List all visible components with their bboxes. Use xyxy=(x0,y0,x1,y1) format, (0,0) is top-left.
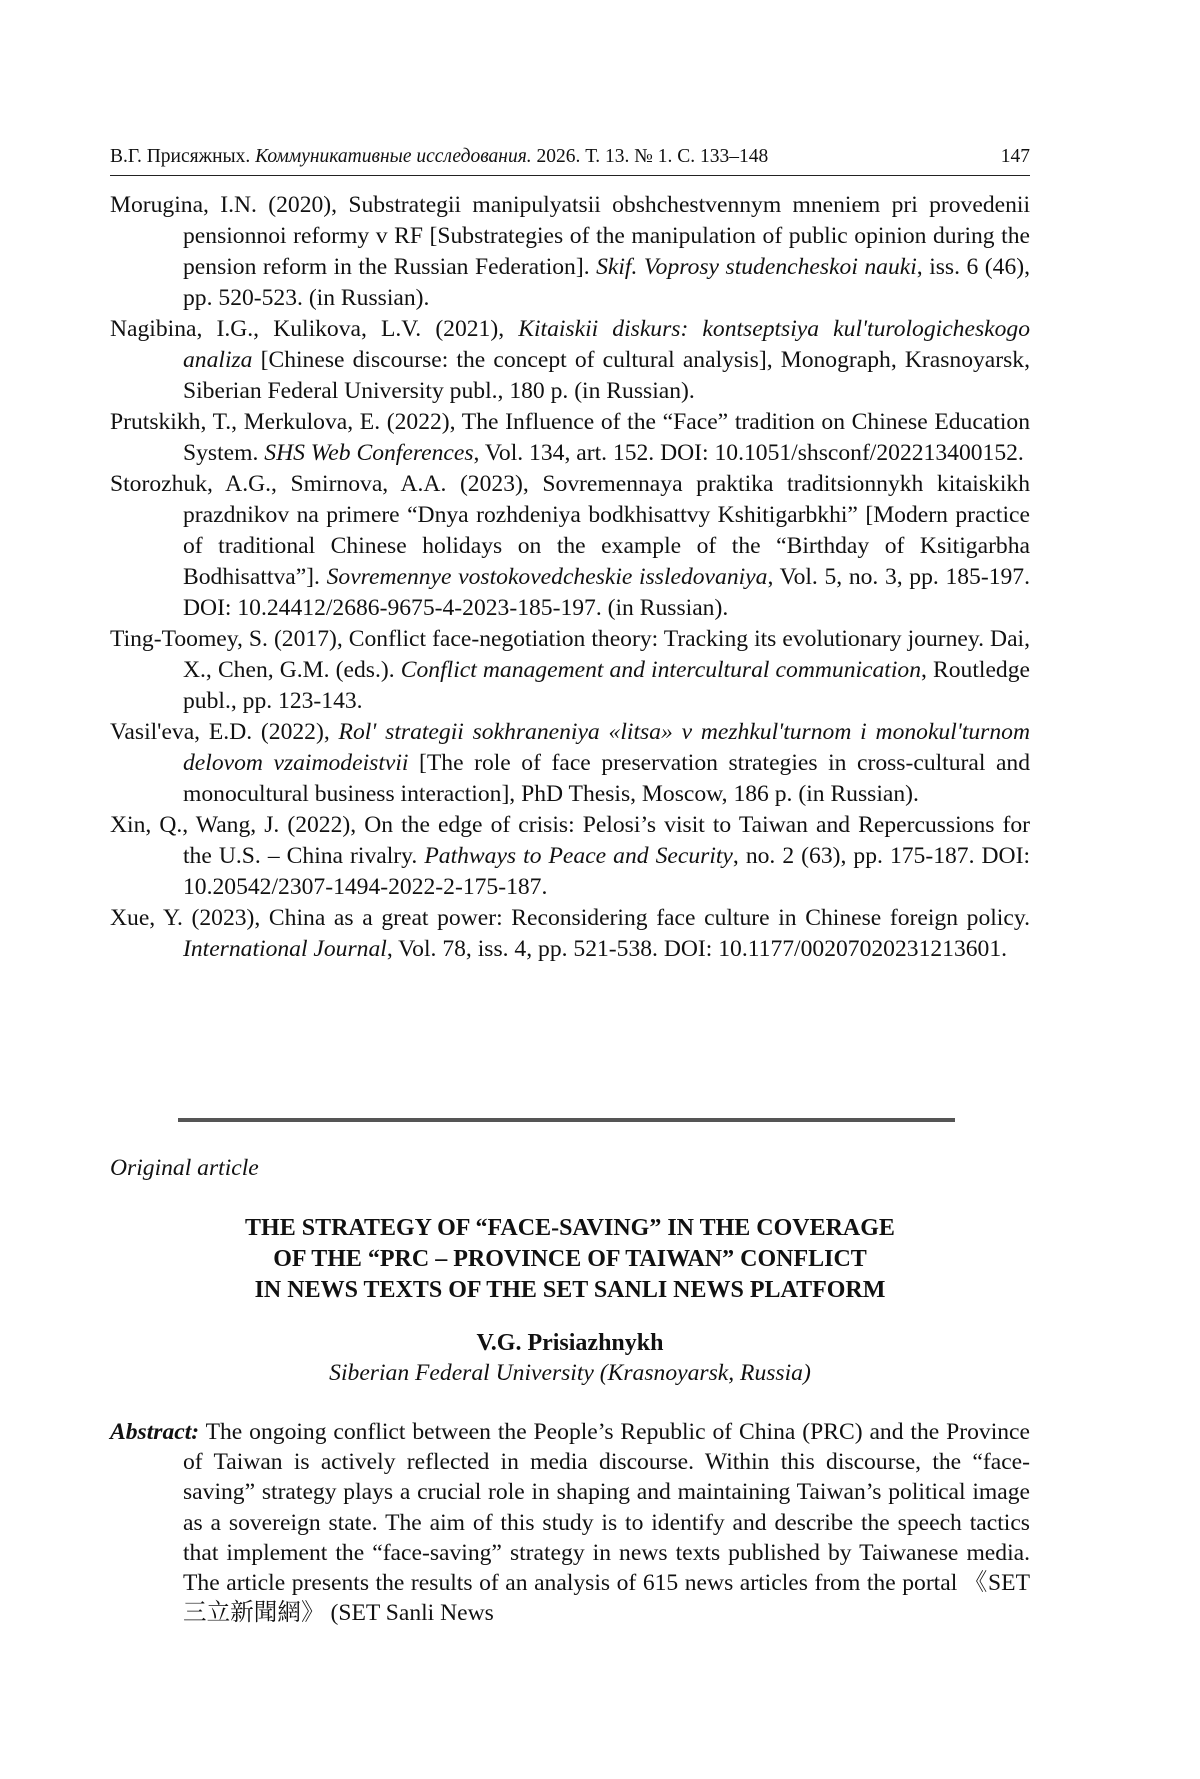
reference-item: Vasil'eva, E.D. (2022), Rol' strategii sokhraneniya «litsa» v mezhkul'turnom i monokul'turnom delovom vzaimodeistvii [The role of face preservation strategies in cross-cultural and monocultural business interaction], PhD Thesis, Moscow, 186 p. (in Russian). xyxy=(110,719,1031,807)
reference-item: Prutskikh, T., Merkulova, E. (2022), The Influence of the “Face” tradition on Chinese Education System. SHS Web Conferences, Vol. 134, art. 152. DOI: 10.1051/shsconf/202213400152. xyxy=(110,409,1030,466)
article-title-line: THE STRATEGY OF “FACE-SAVING” IN THE COVERAGE xyxy=(245,1215,895,1241)
header-author: В.Г. Присяжных. xyxy=(110,146,251,167)
reference-item: Xin, Q., Wang, J. (2022), On the edge of crisis: Pelosi’s visit to Taiwan and Repercussions for the U.S. – China rivalry. Pathways to Peace and Security, no. 2 (63), pp. 175-187. DOI: 10.20542/2307-1494-2022-2-175-187. xyxy=(110,812,1031,900)
page-header xyxy=(110,143,1030,176)
abstract-text: The ongoing conflict between the People’s Republic of China (PRC) and the Province of Taiwan is actively reflected in media discourse. Within this discourse, the “face-saving” strategy plays a crucial role in shaping and maintaining Taiwan’s political image as a sovereign state. The aim of this study is to identify and describe the speech tactics that implement the “face-saving” strategy in news texts published by Taiwanese media. The article presents the results of an analysis of 615 news articles from the portal 《SET三立新聞網》 (SET Sanli News xyxy=(183,1419,1030,1627)
header-journal: Коммуникативные исследования. xyxy=(255,146,532,167)
reference-item: Storozhuk, A.G., Smirnova, A.A. (2023), Sovremennaya praktika traditsionnykh kitaiskikh prazdnikov na primere “Dnya rozhdeniya bodkhisattvy Kshitigarbkhi” [Modern practice of traditional Chinese holidays on the example of the “Birthday of Ksitigarbha Bodhisattva”]. Sovremennye vostokovedcheskie issledovaniya, Vol. 5, no. 3, pp. 185-197. DOI: 10.24412/2686-9675-4-2023-185-197. (in Russian). xyxy=(110,471,1030,621)
reference-item: Morugina, I.N. (2020), Substrategii manipulyatsii obshchestvennym mneniem pri provedenii pensionnoi reformy v RF [Substrategies of the manipulation of public opinion during the pension reform in the Russian Federation]. Skif. Voprosy studencheskoi nauki, iss. 6 (46), pp. 520-523. (in Russian). xyxy=(110,192,1030,311)
running-head xyxy=(110,143,768,171)
article-title-line: IN NEWS TEXTS OF THE SET SANLI NEWS PLATFORM xyxy=(254,1277,886,1303)
author-affiliation: Siberian Federal University (Krasnoyarsk, Russia) xyxy=(329,1360,811,1386)
page-number: 147 xyxy=(1000,146,1030,167)
reference-item: Ting-Toomey, S. (2017), Conflict face-negotiation theory: Tracking its evolutionary journey. Dai, X., Chen, G.M. (eds.). Conflict management and intercultural communication, Routledge publ., pp. 123-143. xyxy=(110,626,1030,714)
abstract xyxy=(110,1417,1030,1628)
article-title-line: OF THE “PRC – PROVINCE OF TAIWAN” CONFLICT xyxy=(273,1246,867,1272)
article-type: Original article xyxy=(110,1155,259,1181)
reference-item: Nagibina, I.G., Kulikova, L.V. (2021), Kitaiskii diskurs: kontseptsiya kul'turologicheskogo analiza [Chinese discourse: the concept of cultural analysis], Monograph, Krasnoyarsk, Siberian Federal University publ., 180 p. (in Russian). xyxy=(110,316,1030,404)
reference-list xyxy=(110,190,1030,965)
author-name: V.G. Prisiazhnykh xyxy=(476,1330,664,1356)
section-separator xyxy=(178,1118,955,1122)
header-issue: 2026. Т. 13. № 1. С. 133–148 xyxy=(536,146,769,167)
reference-item: Xue, Y. (2023), China as a great power: Reconsidering face culture in Chinese foreign policy. International Journal, Vol. 78, iss. 4, pp. 521-538. DOI: 10.1177/00207020231213601. xyxy=(110,905,1030,962)
abstract-label: Abstract: xyxy=(110,1419,200,1445)
article-title xyxy=(110,1213,1030,1306)
